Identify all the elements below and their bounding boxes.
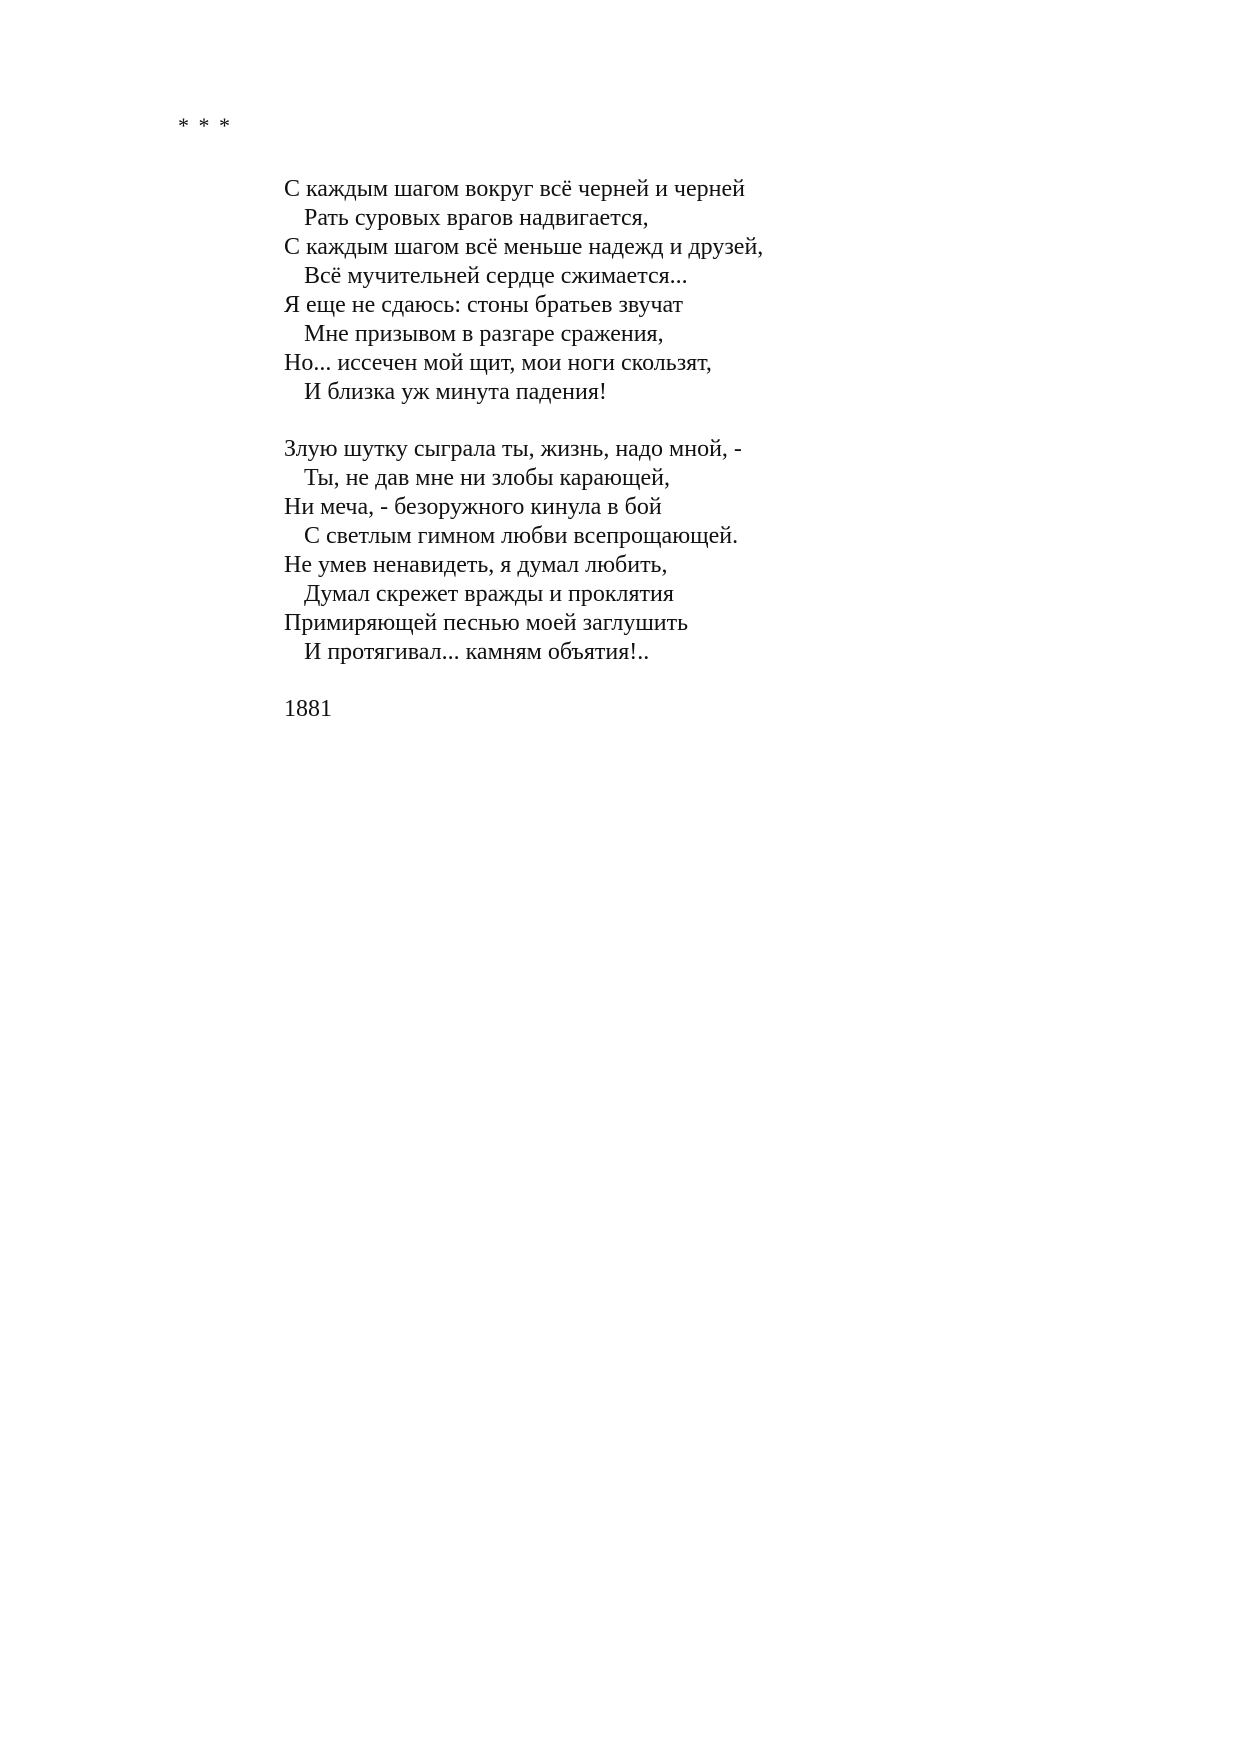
poem-line: Я еще не сдаюсь: стоны братьев звучат <box>284 292 684 318</box>
poem-line: Мне призывом в разгаре сражения, <box>304 321 664 347</box>
poem-line: Ни меча, - безоружного кинула в бой <box>284 494 662 520</box>
poem-line: С каждым шагом вокруг всё черней и черней <box>284 176 745 202</box>
poem-line: Рать суровых врагов надвигается, <box>304 205 649 231</box>
poem-line: И близка уж минута падения! <box>304 379 607 405</box>
poem-line: Ты, не дав мне ни злобы карающей, <box>304 465 670 491</box>
stanza-1 <box>284 175 1144 407</box>
poem-line: Примиряющей песнью моей заглушить <box>284 610 689 636</box>
poem-line: Но... иссечен мой щит, мои ноги скользят, <box>284 350 712 376</box>
poem-line: Не умев ненавидеть, я думал любить, <box>284 552 668 578</box>
stanza-2 <box>284 435 1144 667</box>
poem-line: И протягивал... камням объятия!.. <box>304 639 650 665</box>
poem-line: Злую шутку сыграла ты, жизнь, надо мной, - <box>284 436 742 462</box>
poem-title: * * * <box>178 113 232 138</box>
poem-body <box>284 175 1144 724</box>
poem-line: Всё мучительней сердце сжимается... <box>304 263 688 289</box>
poem-line: С светлым гимном любви всепрощающей. <box>304 523 739 549</box>
poem-line: С каждым шагом всё меньше надежд и друзей, <box>284 234 764 260</box>
poem-line: Думал скрежет вражды и проклятия <box>304 581 674 607</box>
poem-year: 1881 <box>284 696 332 722</box>
